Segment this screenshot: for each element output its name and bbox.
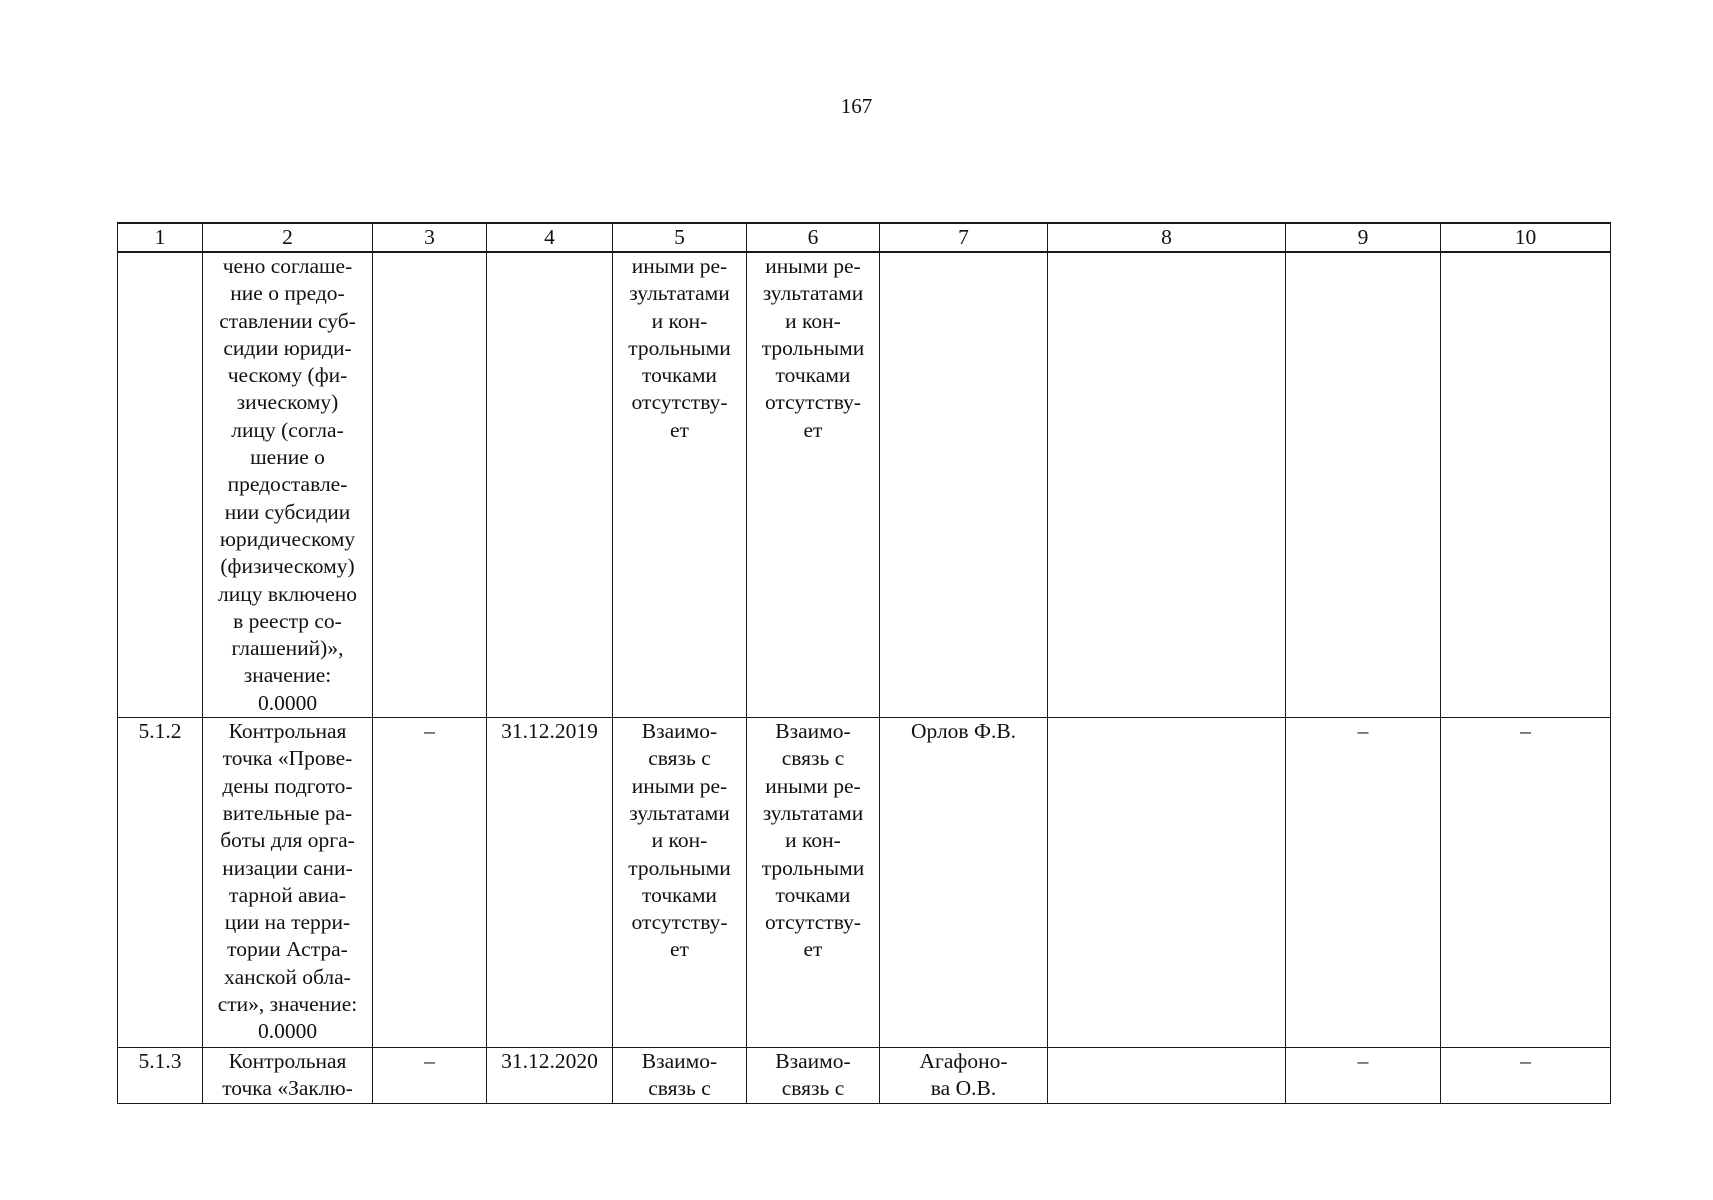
header-cell-9: 9 xyxy=(1286,223,1441,252)
cell-number xyxy=(118,1048,203,1104)
cell-description xyxy=(203,1048,373,1104)
cell-text: – xyxy=(1520,719,1531,744)
cell-text: 5.1.3 xyxy=(138,1049,182,1074)
cell-text: 31.12.2019 xyxy=(501,719,598,744)
cell-number xyxy=(118,252,203,718)
header-cell-4: 4 xyxy=(487,223,613,252)
cell-col8 xyxy=(1048,718,1286,1048)
cell-relation xyxy=(613,1048,747,1104)
cell-responsible xyxy=(880,1048,1048,1104)
cell-text: Агафоно- ва О.В. xyxy=(919,1049,1008,1101)
table-header xyxy=(118,223,1611,252)
cell-text: иными ре- зультатами и кон- трольными точками отсутству- ет xyxy=(761,254,865,442)
table-row xyxy=(118,718,1611,1048)
header-row xyxy=(118,223,1611,252)
header-cell-10: 10 xyxy=(1441,223,1611,252)
cell-col8 xyxy=(1048,252,1286,718)
cell-col9 xyxy=(1286,1048,1441,1104)
cell-description xyxy=(203,252,373,718)
cell-text: – xyxy=(424,1049,435,1074)
header-cell-1: 1 xyxy=(118,223,203,252)
cell-col3 xyxy=(373,1048,487,1104)
cell-text: Контрольная точка «Заклю- xyxy=(222,1049,353,1101)
header-cell-5: 5 xyxy=(613,223,747,252)
cell-text: Взаимо- связь с xyxy=(641,1049,718,1101)
plan-table xyxy=(117,222,1611,1104)
cell-date xyxy=(487,718,613,1048)
cell-col10 xyxy=(1441,1048,1611,1104)
cell-number xyxy=(118,718,203,1048)
cell-col3 xyxy=(373,718,487,1048)
cell-col3 xyxy=(373,252,487,718)
cell-text: Взаимо- связь с иными ре- зультатами и кон- трольными точками отсутству- ет xyxy=(628,719,731,962)
cell-responsible xyxy=(880,718,1048,1048)
cell-date xyxy=(487,252,613,718)
table-row xyxy=(118,1048,1611,1104)
header-cell-8: 8 xyxy=(1048,223,1286,252)
cell-col10 xyxy=(1441,252,1611,718)
cell-relation xyxy=(613,252,747,718)
cell-text: чено соглаше- ние о предо- ставлении суб- сидии юриди- ческому (фи- зическому) лицу (согла- шение о предоставле- нии субсидии юридическому (физическому) лицу включено в реестр со- глашений)», значение: 0.0000 xyxy=(217,254,358,715)
cell-text: 31.12.2020 xyxy=(501,1049,598,1074)
table-row xyxy=(118,252,1611,718)
cell-relation xyxy=(613,718,747,1048)
cell-col9 xyxy=(1286,252,1441,718)
cell-relation-2 xyxy=(747,252,880,718)
cell-text: 5.1.2 xyxy=(138,719,182,744)
cell-text: иными ре- зультатами и кон- трольными точками отсутству- ет xyxy=(628,254,731,442)
header-cell-3: 3 xyxy=(373,223,487,252)
cell-relation-2 xyxy=(747,718,880,1048)
cell-date xyxy=(487,1048,613,1104)
cell-text: Контрольная точка «Прове- дены подгото- вительные ра- боты для орга- низации сани- тарной авиа- ции на терри- тории Астра- ханской обла- сти», значение: 0.0000 xyxy=(217,719,358,1044)
cell-col10 xyxy=(1441,718,1611,1048)
header-cell-7: 7 xyxy=(880,223,1048,252)
page-number: 167 xyxy=(840,94,873,118)
header-cell-6: 6 xyxy=(747,223,880,252)
header-cell-2: 2 xyxy=(203,223,373,252)
cell-text: – xyxy=(1520,1049,1531,1074)
cell-col9 xyxy=(1286,718,1441,1048)
cell-description xyxy=(203,718,373,1048)
cell-text: – xyxy=(1357,1049,1369,1074)
cell-text: Орлов Ф.В. xyxy=(910,719,1017,744)
cell-text: Взаимо- связь с xyxy=(775,1049,851,1101)
cell-text: – xyxy=(1357,719,1369,744)
cell-text: Взаимо- связь с иными ре- зультатами и кон- трольными точками отсутству- ет xyxy=(761,719,865,962)
cell-responsible xyxy=(880,252,1048,718)
cell-relation-2 xyxy=(747,1048,880,1104)
cell-col8 xyxy=(1048,1048,1286,1104)
cell-text: – xyxy=(424,719,435,744)
